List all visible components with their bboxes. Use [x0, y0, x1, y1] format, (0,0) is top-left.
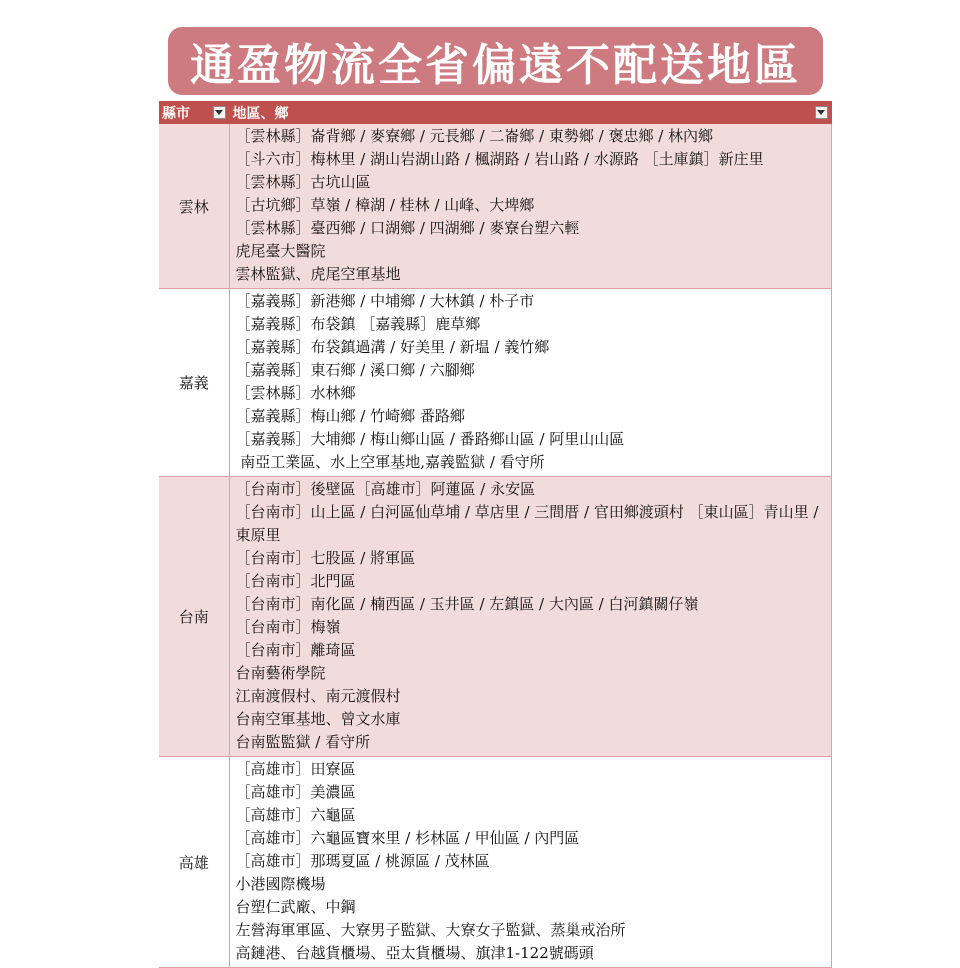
table-header-row — [159, 101, 831, 124]
title-banner — [168, 27, 823, 95]
area-line: ［高雄市］那瑪夏區 / 桃源區 / 茂林區 — [235, 852, 490, 870]
area-line: 江南渡假村、南元渡假村 — [235, 687, 401, 705]
area-line: ［斗六市］梅林里 / 湖山岩湖山路 / 楓湖路 / 岩山路 / 水源路 ［土庫鎮］新庄里 — [235, 150, 764, 168]
area-line: ［高雄市］美濃區 — [235, 783, 356, 801]
area-cell — [229, 477, 831, 757]
area-line: ［雲林縣］水林鄉 — [235, 384, 356, 402]
area-line: 高鏈港、台越貨櫃場、亞太貨櫃場、旗津1-122號碼頭 — [235, 944, 594, 962]
area-line: ［雲林縣］崙背鄉 / 麥寮鄉 / 元長鄉 / 二崙鄉 / 東勢鄉 / 褒忠鄉 / 林內鄉 — [235, 127, 714, 145]
county-cell: 雲林 — [159, 124, 229, 289]
county-column-label: 縣市 — [162, 105, 190, 122]
area-line: ［台南市］後壁區［高雄市］阿蓮區 / 永安區 — [235, 480, 536, 498]
area-line: ［台南市］梅嶺 — [235, 618, 341, 636]
area-line: 虎尾臺大醫院 — [235, 242, 326, 260]
page-title: 通盈物流全省偏遠不配送地區 — [190, 40, 801, 91]
area-cell — [229, 289, 831, 477]
area-line: 台南空軍基地、曾文水庫 — [235, 710, 401, 728]
area-line: ［嘉義縣］新港鄉 / 中埔鄉 / 大林鎮 / 朴子市 — [235, 292, 535, 310]
region-table — [159, 101, 832, 968]
county-cell: 高雄 — [159, 757, 229, 968]
area-line: ［古坑鄉］草嶺 / 樟湖 / 桂林 / 山峰、大埤鄉 — [235, 196, 535, 214]
area-line: 南亞工業區、水上空軍基地,嘉義監獄 / 看守所 — [235, 453, 545, 471]
area-line: 台南監監獄 / 看守所 — [235, 733, 371, 751]
county-filter-dropdown-icon[interactable] — [213, 106, 226, 119]
table-row — [159, 477, 831, 757]
area-cell — [229, 757, 831, 968]
area-line: ［嘉義縣］布袋鎮過溝 / 好美里 / 新塭 / 義竹鄉 — [235, 338, 550, 356]
area-column-header — [229, 101, 831, 124]
area-column-label: 地區、鄉 — [232, 105, 289, 122]
area-line: ［台南市］離琦區 — [235, 641, 356, 659]
table-body — [159, 124, 831, 968]
area-line: ［嘉義縣］布袋鎮 ［嘉義縣］鹿草鄉 — [235, 315, 481, 333]
area-line: 雲林監獄、虎尾空軍基地 — [235, 265, 401, 283]
county-cell: 嘉義 — [159, 289, 229, 477]
area-line: ［台南市］北門區 — [235, 572, 356, 590]
area-line: ［台南市］七股區 / 將軍區 — [235, 549, 416, 567]
area-line: ［高雄市］六龜區 — [235, 806, 356, 824]
table-row — [159, 289, 831, 477]
area-line: 台南藝術學院 — [235, 664, 326, 682]
area-line: 左營海軍軍區、大寮男子監獄、大寮女子監獄、蒸巢戒治所 — [235, 921, 626, 939]
area-line: 小港國際機場 — [235, 875, 326, 893]
table-row — [159, 124, 831, 289]
area-cell — [229, 124, 831, 289]
area-line: 台塑仁武廠、中鋼 — [235, 898, 356, 916]
area-line: ［嘉義縣］東石鄉 / 溪口鄉 / 六腳鄉 — [235, 361, 475, 379]
area-line: ［高雄市］田寮區 — [235, 760, 356, 778]
table-row — [159, 757, 831, 968]
area-line: ［台南市］南化區 / 楠西區 / 玉井區 / 左鎮區 / 大內區 / 白河鎮關仔嶺 — [235, 595, 699, 613]
area-line: ［高雄市］六龜區寶來里 / 杉林區 / 甲仙區 / 內門區 — [235, 829, 580, 847]
area-line: ［雲林縣］臺西鄉 / 口湖鄉 / 四湖鄉 / 麥寮台塑六輕 — [235, 219, 580, 237]
area-line: ［雲林縣］古坑山區 — [235, 173, 371, 191]
county-cell: 台南 — [159, 477, 229, 757]
county-column-header — [159, 101, 229, 124]
area-line: ［台南市］山上區 / 白河區仙草埔 / 草店里 / 三間厝 / 官田鄉渡頭村 ［東山區］青山里 / 東原里 — [235, 503, 824, 544]
area-line: ［嘉義縣］梅山鄉 / 竹崎鄉 番路鄉 — [235, 407, 465, 425]
area-filter-dropdown-icon[interactable] — [815, 106, 828, 119]
area-line: ［嘉義縣］大埔鄉 / 梅山鄉山區 / 番路鄉山區 / 阿里山山區 — [235, 430, 625, 448]
